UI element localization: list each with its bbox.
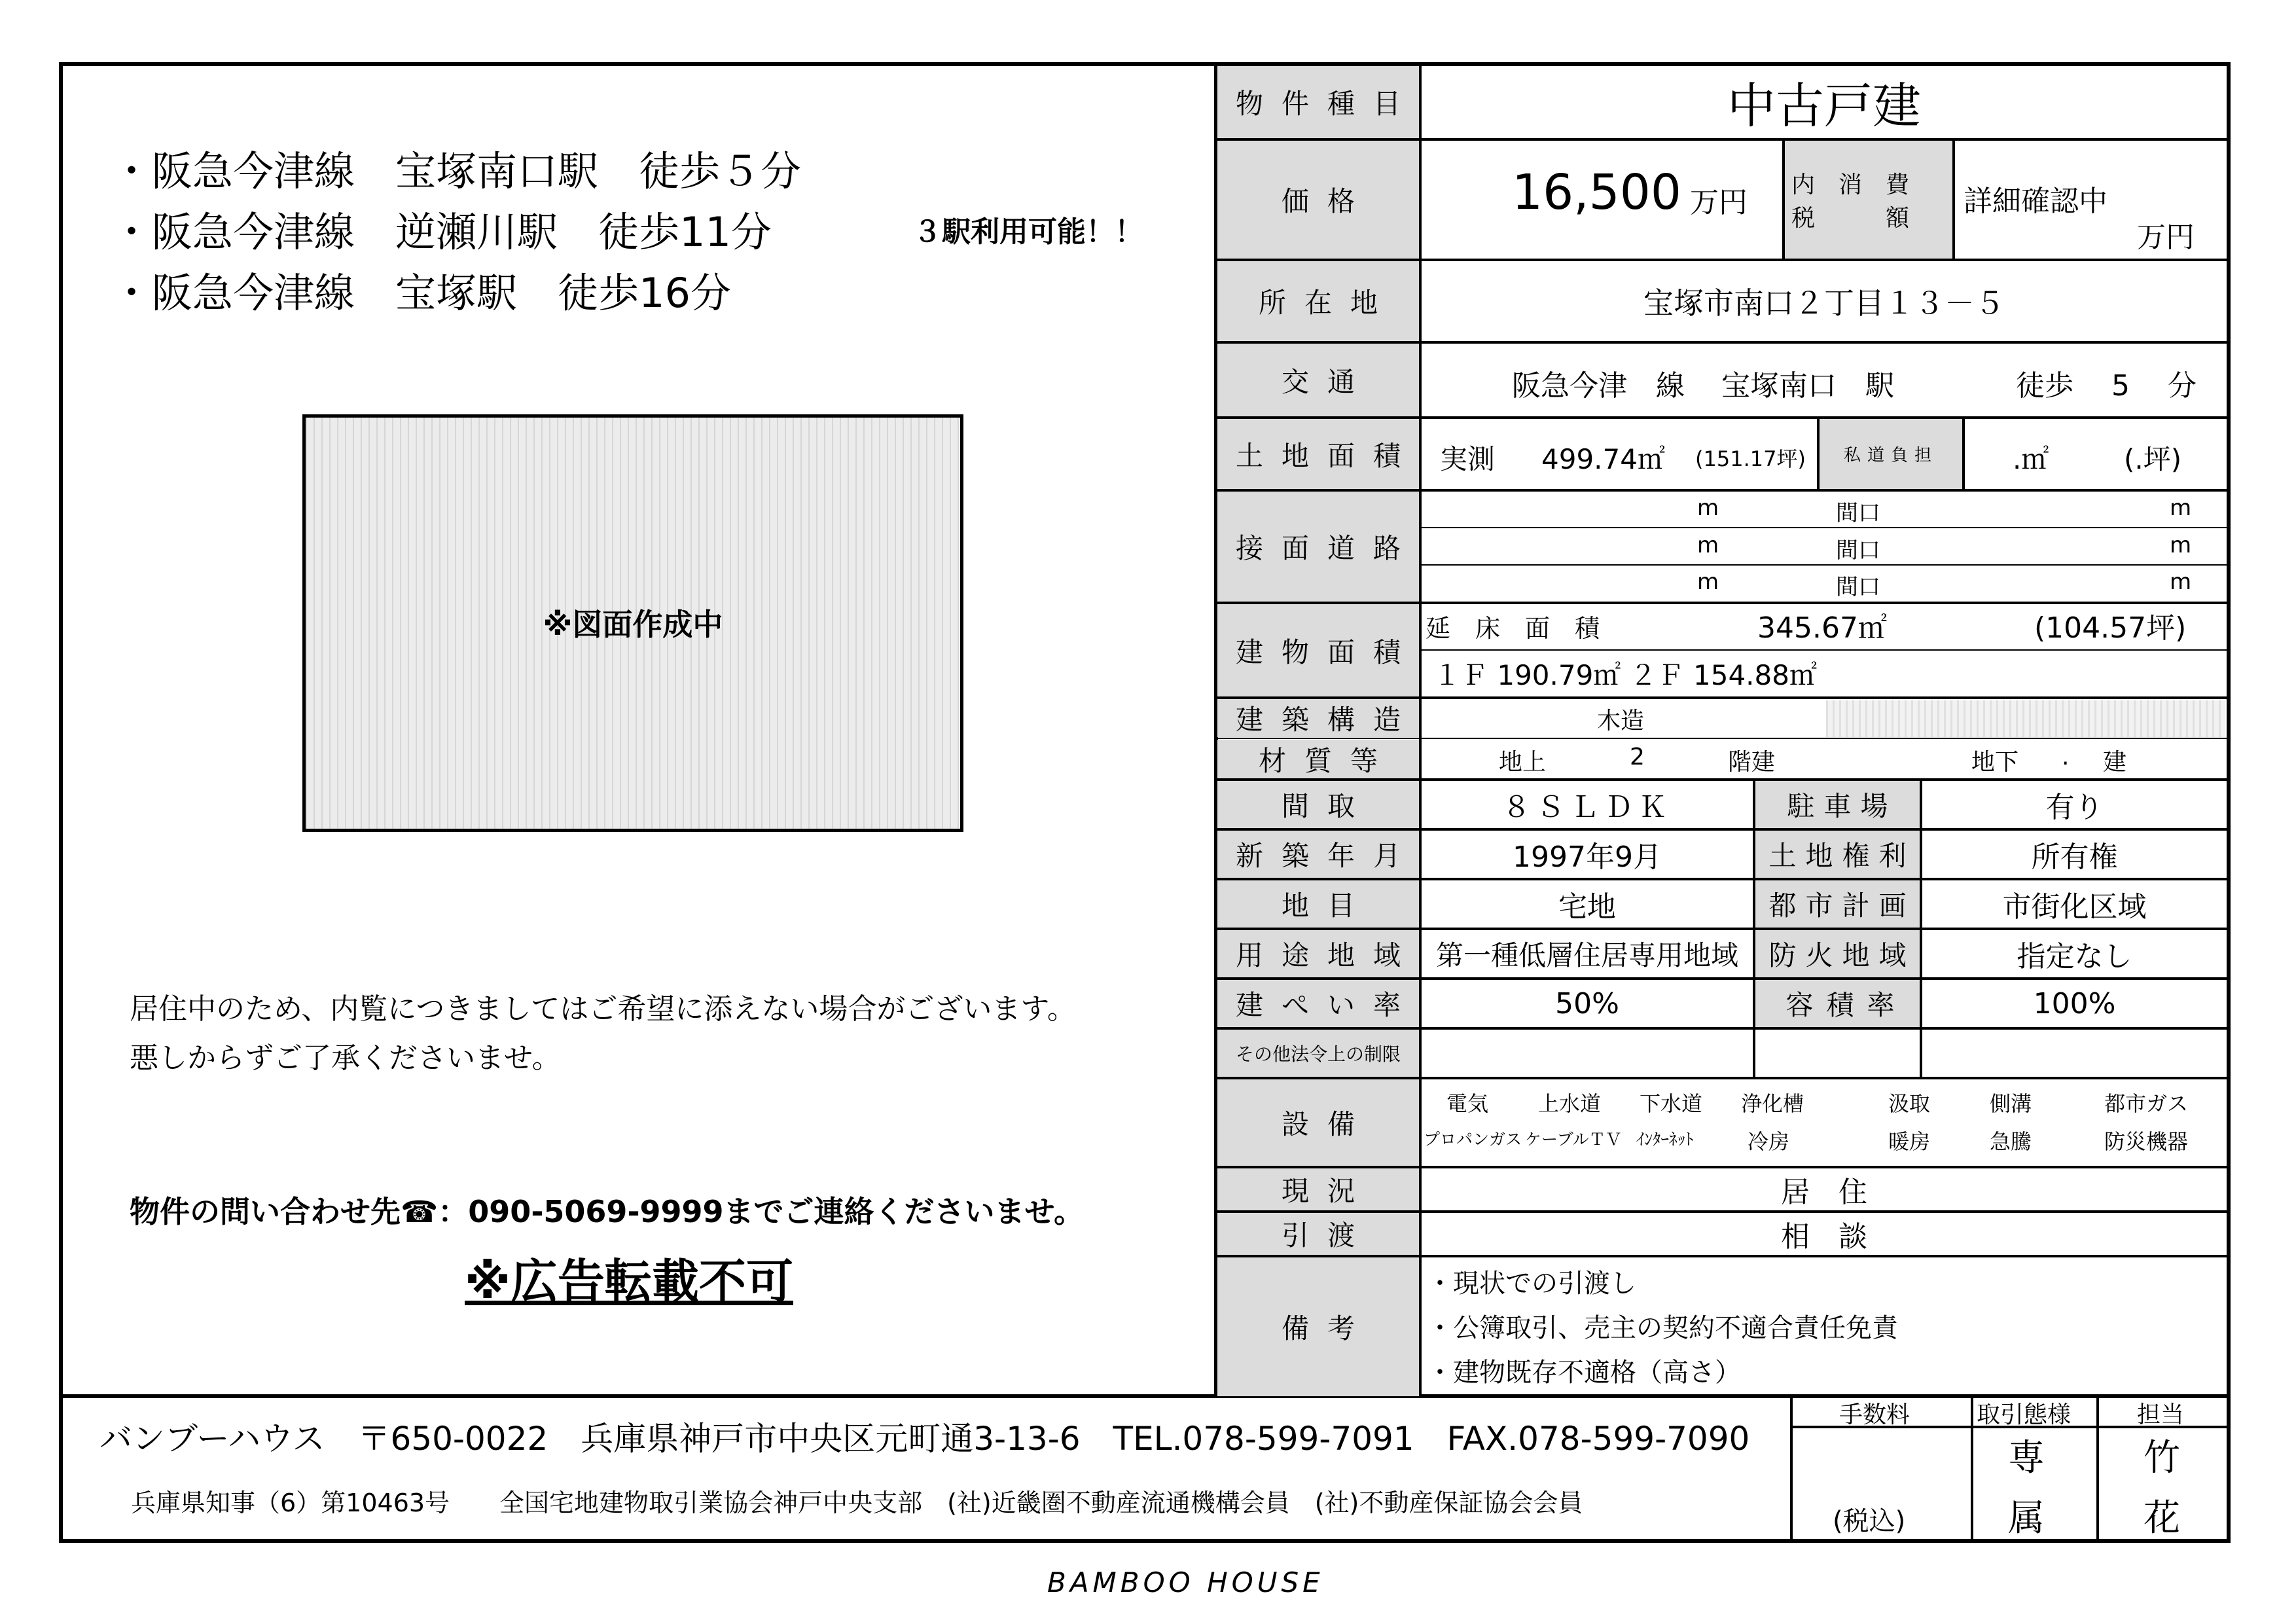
facility-2-2: ケーブルＴＶ <box>1525 1130 1622 1149</box>
facility-2-1: プロパンガス <box>1424 1130 1522 1149</box>
station-line-1: ・阪急今津線 宝塚南口駅 徒歩５分 <box>111 147 802 195</box>
label-tax <box>1785 141 1952 259</box>
label-private-road: 私道負担 <box>1820 419 1962 489</box>
floors-below-build: 建 <box>2103 749 2127 776</box>
road-row-2-frontage: 間口 <box>1836 537 1880 564</box>
label-handover: 引渡 <box>1217 1213 1419 1255</box>
label-land: 土地面積 <box>1217 419 1419 489</box>
label-built: 新築年月 <box>1217 831 1419 878</box>
value-price: 16,500 <box>1512 164 1681 221</box>
value-cityplan: 市街化区域 <box>2002 890 2147 924</box>
label-parking: 駐車場 <box>1755 781 1920 828</box>
value-layout: ８ＳＬＤＫ <box>1502 791 1672 824</box>
road-row-1-m: m <box>1697 495 1719 521</box>
value-bcr: 50% <box>1555 986 1619 1020</box>
label-zone: 用途地域 <box>1217 930 1419 977</box>
facility-1-2: 上水道 <box>1538 1091 1602 1116</box>
contact-info: 物件の問い合わせ先☎：090-5069-9999までご連絡くださいませ。 <box>130 1194 1085 1229</box>
company-info: バンブーハウス 〒650-0022 兵庫県神戸市中央区元町通3-13-6 TEL.078-599-7091 FAX.078-599-7090 <box>99 1420 1750 1458</box>
road-row-1-m2: m <box>2170 495 2192 521</box>
label-transport: 交通 <box>1217 344 1419 416</box>
label-status: 現況 <box>1217 1168 1419 1210</box>
tax-label-1: 内 消 費 <box>1791 171 1910 198</box>
facility-2-7: 防災機器 <box>2104 1129 2189 1154</box>
label-road: 接面道路 <box>1217 492 1419 602</box>
no-reprint-notice: ※広告転載不可 <box>465 1254 793 1309</box>
tax-unit: 万円 <box>2137 221 2195 254</box>
license-info: 兵庫県知事（6）第10463号 全国宅地建物取引業協会神戸中央支部 (社)近畿圏不動産流通機構会員 (社)不動産保証協会会員 <box>131 1489 1583 1517</box>
value-type: 中古戸建 <box>1727 78 1921 134</box>
value-landright: 所有権 <box>2031 840 2118 874</box>
label-landright: 土地権利 <box>1755 831 1920 878</box>
floor-breakdown: １Ｆ 190.79㎡ ２Ｆ 154.88㎡ <box>1433 659 1817 691</box>
remark-1: ・現状での引渡し <box>1427 1269 1636 1299</box>
facility-1-7: 都市ガス <box>2104 1091 2189 1116</box>
value-far: 100% <box>2033 986 2116 1020</box>
notice-line-1: 居住中のため、内覧につきましてはご希望に添えない場合がございます。 <box>130 992 1076 1026</box>
station-line-2: ・阪急今津線 逆瀬川駅 徒歩11分 <box>111 208 772 256</box>
floors-below: . <box>2062 744 2070 770</box>
value-parking: 有り <box>2045 791 2104 824</box>
notice-line-2: 悪しからずご了承くださいませ。 <box>130 1041 561 1075</box>
value-zone: 第一種低層住居専用地域 <box>1435 939 1738 971</box>
floor-area-label: 延 床 面 積 <box>1426 614 1600 643</box>
label-cityplan: 都市計画 <box>1755 880 1920 928</box>
road-row-1-frontage: 間口 <box>1836 500 1880 526</box>
value-status: 居 住 <box>1781 1176 1867 1209</box>
floor-area-tsubo: (104.57坪) <box>2034 611 2187 645</box>
label-other: その他法令上の制限 <box>1217 1030 1419 1077</box>
label-bcr: 建ぺい率 <box>1217 980 1419 1027</box>
value-location: 宝塚市南口２丁目１３－５ <box>1643 285 2005 321</box>
road-row-2-m2: m <box>2170 532 2192 558</box>
value-fire: 指定なし <box>2017 940 2132 973</box>
fee-label: 手数料 <box>1839 1401 1910 1428</box>
label-price: 価格 <box>1217 141 1419 259</box>
floors-above: 2 <box>1630 744 1645 770</box>
label-layout: 間取 <box>1217 781 1419 828</box>
price-unit: 万円 <box>1690 186 1748 219</box>
stations-note: ３駅利用可能！！ <box>913 215 1143 249</box>
floorplan-label: ※図面作成中 <box>543 607 723 642</box>
label-fire: 防火地域 <box>1755 930 1920 977</box>
fee-tax: (税込) <box>1833 1506 1906 1536</box>
deal-value-1: 専 <box>2008 1437 2045 1479</box>
value-handover: 相 談 <box>1781 1220 1867 1254</box>
facility-1-1: 電気 <box>1446 1091 1489 1116</box>
road-row-2-m: m <box>1697 532 1719 558</box>
value-landcat: 宅地 <box>1558 890 1616 924</box>
facility-1-5: 汲取 <box>1888 1091 1931 1116</box>
facility-1-3: 下水道 <box>1640 1091 1703 1116</box>
transport-walk: 徒歩 5 分 <box>2016 369 2197 403</box>
label-facility: 設備 <box>1217 1079 1419 1166</box>
floors-above-label: 地上 <box>1499 749 1547 776</box>
land-tsubo: (151.17坪) <box>1695 446 1806 471</box>
land-measure: 実測 <box>1440 443 1496 475</box>
station-line-3: ・阪急今津線 宝塚駅 徒歩16分 <box>111 269 731 317</box>
land-area: 499.74㎡ <box>1541 443 1665 475</box>
transport-station: 宝塚南口 駅 <box>1721 369 1894 403</box>
deal-label: 取引態様 <box>1977 1401 2072 1428</box>
label-building: 建物面積 <box>1217 604 1419 696</box>
facility-2-5: 暖房 <box>1888 1129 1931 1154</box>
facility-1-6: 側溝 <box>1990 1091 2032 1116</box>
staff-value-2: 花 <box>2144 1497 2180 1540</box>
deal-value-2: 属 <box>2008 1497 2045 1540</box>
structure-value: 木造 <box>1597 708 1645 734</box>
facility-2-3: ｲﾝﾀｰﾈｯﾄ <box>1636 1130 1694 1149</box>
label-location: 所在地 <box>1217 261 1419 341</box>
floors-build: 階建 <box>1728 749 1776 776</box>
transport-line: 阪急今津 線 <box>1512 369 1685 403</box>
label-remarks: 備考 <box>1217 1257 1419 1396</box>
floors-below-label: 地下 <box>1971 749 2019 776</box>
value-tax: 詳細確認中 <box>1964 185 2108 218</box>
staff-label: 担当 <box>2137 1401 2185 1428</box>
facility-1-4: 浄化槽 <box>1741 1091 1804 1116</box>
tax-label-2: 税 額 <box>1791 205 1910 232</box>
brand-logo-text: BAMBOO HOUSE <box>1047 1566 1324 1598</box>
staff-value-1: 竹 <box>2144 1437 2180 1479</box>
label-material: 材質等 <box>1217 740 1419 778</box>
label-landcat: 地目 <box>1217 880 1419 928</box>
floorplan-placeholder <box>302 414 963 832</box>
value-built: 1997年9月 <box>1513 840 1662 874</box>
facility-2-4: 冷房 <box>1748 1129 1790 1154</box>
private-road-tsubo: (.坪) <box>2124 443 2182 475</box>
road-row-3-m: m <box>1697 569 1719 595</box>
remark-3: ・建物既存不適格（高さ） <box>1427 1358 1741 1388</box>
structure-shaded <box>1826 700 2225 737</box>
label-structure: 建築構造 <box>1217 699 1419 737</box>
label-type: 物件種目 <box>1217 66 1419 138</box>
label-far: 容積率 <box>1755 980 1920 1027</box>
road-row-3-frontage: 間口 <box>1836 574 1880 600</box>
road-row-3-m2: m <box>2170 569 2192 595</box>
private-road-value: .㎡ <box>2013 443 2049 475</box>
remark-2: ・公簿取引、売主の契約不適合責任免責 <box>1427 1313 1898 1343</box>
floor-area-value: 345.67㎡ <box>1757 611 1887 645</box>
facility-2-6: 急騰 <box>1990 1129 2032 1154</box>
